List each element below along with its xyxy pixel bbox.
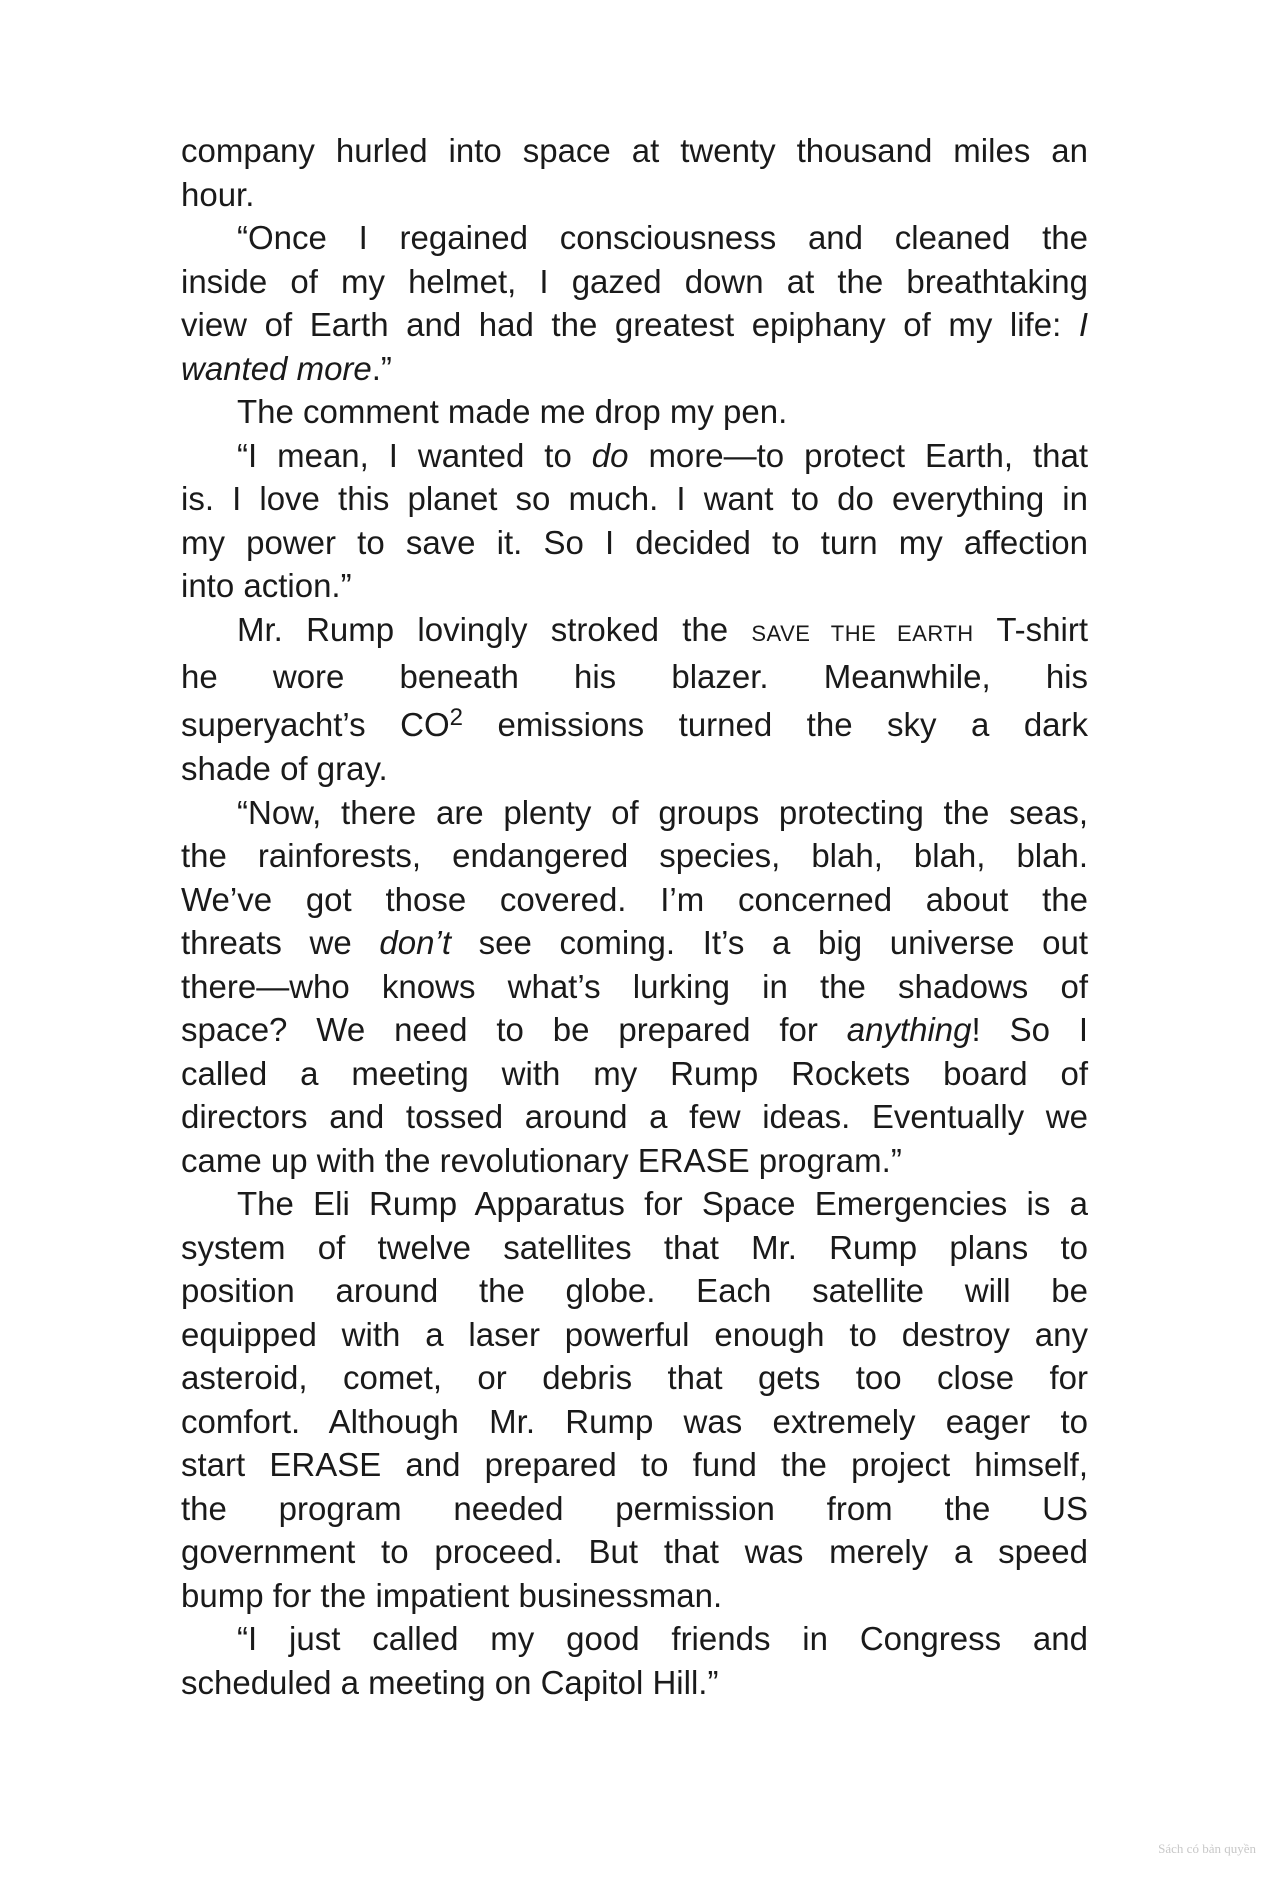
text-line (181, 921, 1088, 965)
text-run: into action.” (181, 567, 352, 604)
text-line (181, 834, 1088, 878)
text-run: there—who knows what’s lurking in the shadows of (181, 967, 1088, 1005)
text-line (181, 1574, 1088, 1618)
text-run: “Now, there are plenty of groups protecting the seas, (237, 793, 1088, 831)
text-run: “I mean, I wanted to (237, 436, 592, 474)
text-run: the program needed permission from the US (181, 1489, 1088, 1527)
text-run: equipped with a laser powerful enough to destroy any (181, 1315, 1088, 1353)
italic-text: I (1078, 306, 1088, 343)
text-line (181, 216, 1088, 260)
text-run: hour. (181, 175, 255, 213)
text-line (181, 1269, 1088, 1313)
text-line (181, 878, 1088, 922)
text-run: space? We need to be prepared for (181, 1011, 847, 1048)
text-run: company hurled into space at twenty thousand miles an (181, 132, 1088, 169)
text-line (181, 1095, 1088, 1139)
text-run: the rainforests, endangered species, blah, blah, blah. (181, 837, 1088, 874)
text-line (181, 1617, 1088, 1661)
text-line (181, 791, 1088, 835)
text-run: emissions turned the sky a dark (463, 706, 1089, 743)
text-line (181, 1182, 1088, 1226)
page-body-text (181, 129, 1088, 1704)
text-run: The comment made me drop my pen. (237, 393, 788, 430)
text-run: my power to save it. So I decided to turn my affection (181, 523, 1088, 561)
text-run: “I just called my good friends in Congress and (237, 1620, 1088, 1657)
text-run: comfort. Although Mr. Rump was extremely eager to (181, 1402, 1088, 1440)
text-run: .” (371, 349, 392, 387)
text-run: more—to protect Earth, that (628, 436, 1088, 474)
text-run: T-shirt (973, 610, 1088, 648)
superscript-text: 2 (449, 704, 463, 731)
text-line (181, 699, 1088, 747)
text-run: directors and tossed around a few ideas. Eventually we (181, 1098, 1088, 1135)
text-line (181, 965, 1088, 1009)
text-line (181, 1400, 1088, 1444)
text-run: came up with the revolutionary ERASE program.” (181, 1141, 902, 1179)
text-run: start ERASE and prepared to fund the project himself, (181, 1446, 1088, 1483)
text-run: bump for the impatient businessman. (181, 1576, 723, 1614)
text-line (181, 1008, 1088, 1052)
text-run: view of Earth and had the greatest epiphany of my life: (181, 306, 1079, 343)
text-run: scheduled a meeting on Capitol Hill.” (181, 1663, 719, 1701)
text-line (181, 747, 1088, 791)
italic-text: don’t (379, 924, 451, 961)
text-line (181, 390, 1088, 434)
copyright-watermark: Sách có bản quyền (1158, 1841, 1256, 1856)
text-line (181, 651, 1088, 699)
text-run: government to proceed. But that was merely a speed (181, 1533, 1088, 1570)
text-run: is. I love this planet so much. I want to do everything in (181, 480, 1088, 517)
text-line (181, 303, 1088, 347)
text-line (181, 1313, 1088, 1357)
text-line (181, 1443, 1088, 1487)
italic-text: do (591, 436, 629, 474)
text-line (181, 434, 1088, 478)
text-line (181, 347, 1088, 391)
text-line (181, 260, 1088, 304)
text-line (181, 129, 1088, 173)
text-run: he wore beneath his blazer. Meanwhile, his (181, 658, 1088, 695)
italic-text: anything (846, 1011, 972, 1048)
text-line (181, 521, 1088, 565)
text-run: ! So I (971, 1011, 1088, 1048)
text-run: The Eli Rump Apparatus for Space Emergencies is a (237, 1185, 1088, 1222)
text-line (181, 173, 1088, 217)
text-line (181, 477, 1088, 521)
text-line (181, 1530, 1088, 1574)
text-run: see coming. It’s a big universe out (450, 924, 1088, 961)
text-run: inside of my helmet, I gazed down at the breathtaking (181, 262, 1088, 300)
text-line (181, 608, 1088, 652)
text-run: asteroid, comet, or debris that gets too close for (181, 1359, 1088, 1396)
small-caps-text: SAVE THE EARTH (751, 620, 974, 646)
italic-text: wanted more (181, 349, 372, 387)
text-run: Mr. Rump lovingly stroked the (237, 610, 752, 648)
text-line (181, 1226, 1088, 1270)
text-run: We’ve got those covered. I’m concerned about the (181, 880, 1088, 918)
text-line (181, 1139, 1088, 1183)
text-line (181, 564, 1088, 608)
text-line (181, 1356, 1088, 1400)
text-run: called a meeting with my Rump Rockets board of (181, 1054, 1088, 1092)
text-run: superyacht’s CO (181, 706, 450, 743)
text-line (181, 1661, 1088, 1705)
text-run: threats we (181, 924, 380, 961)
text-run: position around the globe. Each satellite will be (181, 1272, 1088, 1309)
text-line (181, 1487, 1088, 1531)
text-run: system of twelve satellites that Mr. Rump plans to (181, 1228, 1088, 1266)
text-run: “Once I regained consciousness and cleaned the (237, 219, 1088, 256)
text-line (181, 1052, 1088, 1096)
text-run: shade of gray. (181, 750, 388, 787)
